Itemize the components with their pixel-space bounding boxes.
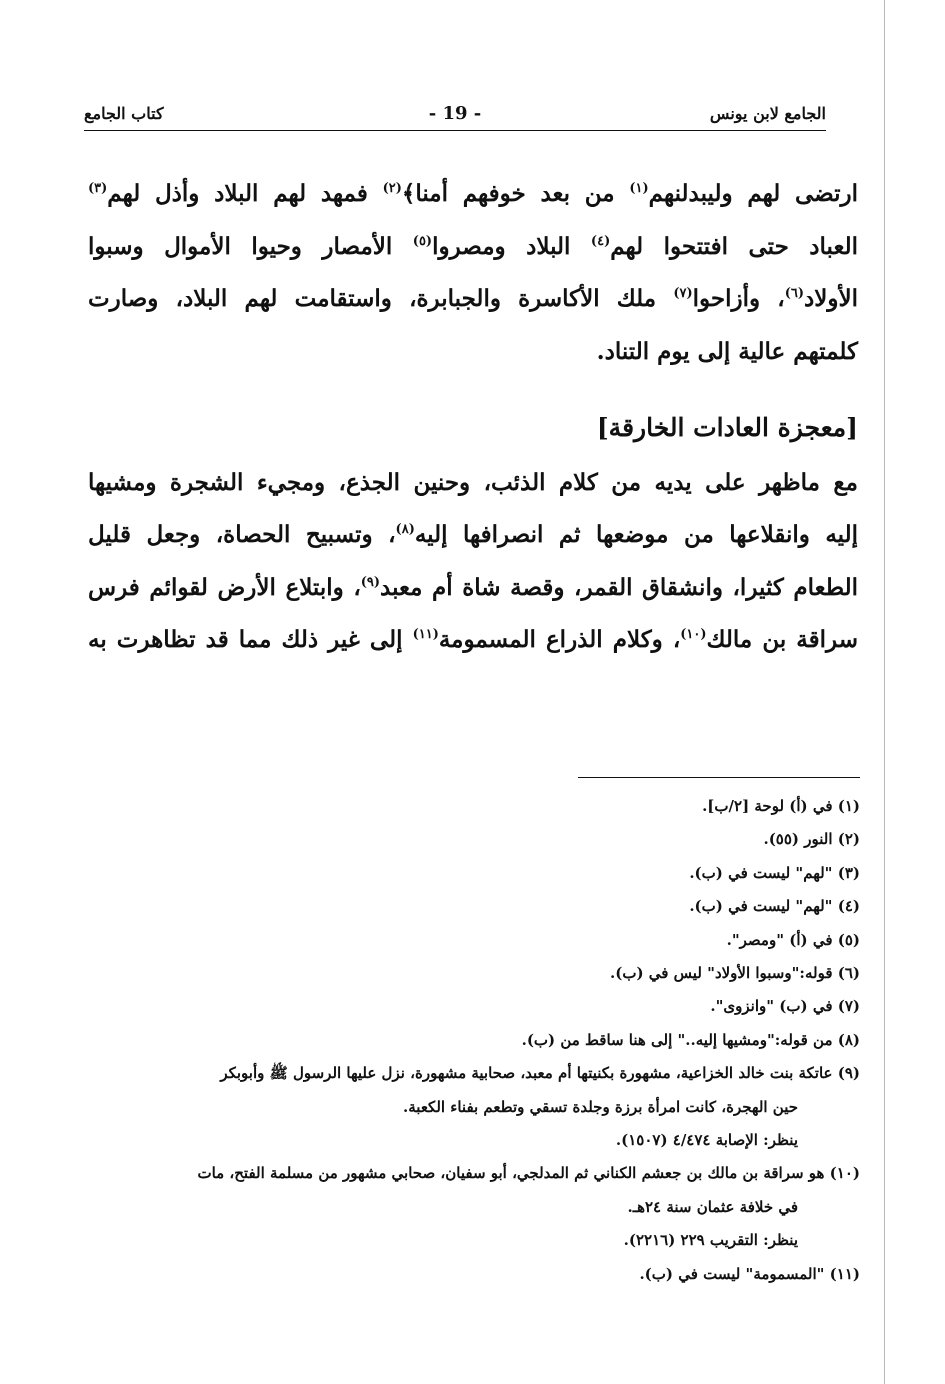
footnote-ref: (٩) (360, 574, 381, 590)
footnote: (١) في (أ) لوحة [٢/ب]. (702, 797, 860, 815)
text-line: ارتضى لهم وليبدلنهم$^{(١)}$ من بعد خوفهم أمنا﴾$^{(٢)}$ فمهد لهم البلاد وأذل لهم$^{(٣)}$ (88, 180, 858, 207)
footnote-ref: (٤) (590, 233, 611, 249)
section-title: [معجزة العادات الخارقة] (596, 413, 858, 442)
footnote: (١٠) هو سراقة بن مالك بن جعشم الكناني ثم المدلجي، أبو سفيان، صحابي مشهور من مسلمة الفتح، مات (197, 1164, 860, 1183)
footnote: (٢) النور (٥٥). (763, 830, 860, 849)
footnote-ref: (١) (629, 181, 649, 196)
footnote: (٤) "لهم" ليست في (ب). (689, 897, 860, 916)
text-line: مع ماظهر على يديه من كلام الذئب، وحنين الجذع، ومجيء الشجرة ومشيها (88, 468, 858, 496)
footnote-reference: ينظر: التقريب ٢٢٩ (٢٢١٦). (623, 1231, 798, 1250)
main-text (88, 168, 858, 667)
footnote-ref: (٦) (784, 286, 805, 301)
footnote-ref: (١١) (412, 627, 439, 642)
text-line: العباد حتى افتتحوا لهم$^{(٤)}$ البلاد ومصروا$^{(٥)}$ الأمصار وحيوا الأموال وسبوا (88, 232, 858, 260)
footnote: (٨) من قوله:"ومشيها إليه.." إلى هنا ساقط من (ب). (521, 1030, 860, 1049)
footnote: (١١) "المسمومة" ليست في (ب). (639, 1264, 860, 1283)
footnote-ref: (٥) (412, 233, 433, 249)
footnote: (٦) قوله:"وسبوا الأولاد" ليس في (ب). (610, 964, 860, 983)
footnote-ref: (٢) (382, 181, 402, 196)
running-header (84, 104, 826, 131)
text-line: الأولاد$^{(٦)}$، وأزاحوا$^{(٧)}$ ملك الأكاسرة والجبابرة، واستقامت لهم البلاد، وصارت (88, 285, 859, 312)
footnote-ref: (٧) (673, 286, 693, 301)
footnote-ref: (٣) (88, 181, 108, 196)
chapter-title: كتاب الجامع (84, 104, 164, 123)
footnote: (٧) في (ب) "وانزوى". (710, 997, 860, 1016)
footnote: (٥) في (أ) "ومصر". (726, 930, 860, 949)
page-number: - 19 - (428, 103, 482, 124)
footnote-reference: ينظر: الإصابة ٤/٤٧٤ (١٥٠٧). (615, 1131, 798, 1150)
footnote-continuation: حين الهجرة، كانت امرأة برزة وجلدة تسقي وتطعم بفناء الكعبة. (403, 1097, 798, 1116)
footnote-ref: (٨) (395, 522, 415, 537)
page-edge-line (884, 0, 885, 1384)
book-title: الجامع لابن يونس (709, 104, 826, 123)
footnote: (٣) "لهم" ليست في (ب). (689, 863, 860, 882)
text-line: سراقة بن مالك$^{(١٠)}$، وكلام الذراع المسمومة$^{(١١)}$ إلى غير ذلك مما قد تظاهرت به (88, 626, 858, 653)
footnote-divider (578, 777, 860, 778)
footnote-continuation: في خلافة عثمان سنة ٢٤هـ. (627, 1197, 798, 1216)
text-line: الطعام كثيرا، وانشقاق القمر، وقصة شاة أم معبد$^{(٩)}$، وابتلاع الأرض لقوائم فرس (88, 573, 859, 601)
text-line: إليه وانقلاعها من موضعها ثم انصرافها إليه$^{(٨)}$، وتسبيح الحصاة، وجعل قليل (88, 521, 858, 548)
footnote-ref: (١٠) (680, 627, 707, 642)
footnote: (٩) عاتكة بنت خالد الخزاعية، مشهورة بكنيتها أم معبد، صحابية مشهورة، نزل عليها الرسول ﷺ وأبوبكر (220, 1064, 860, 1083)
text-line: كلمتهم عالية إلى يوم التناد. (596, 337, 858, 365)
footnotes (84, 790, 860, 1291)
